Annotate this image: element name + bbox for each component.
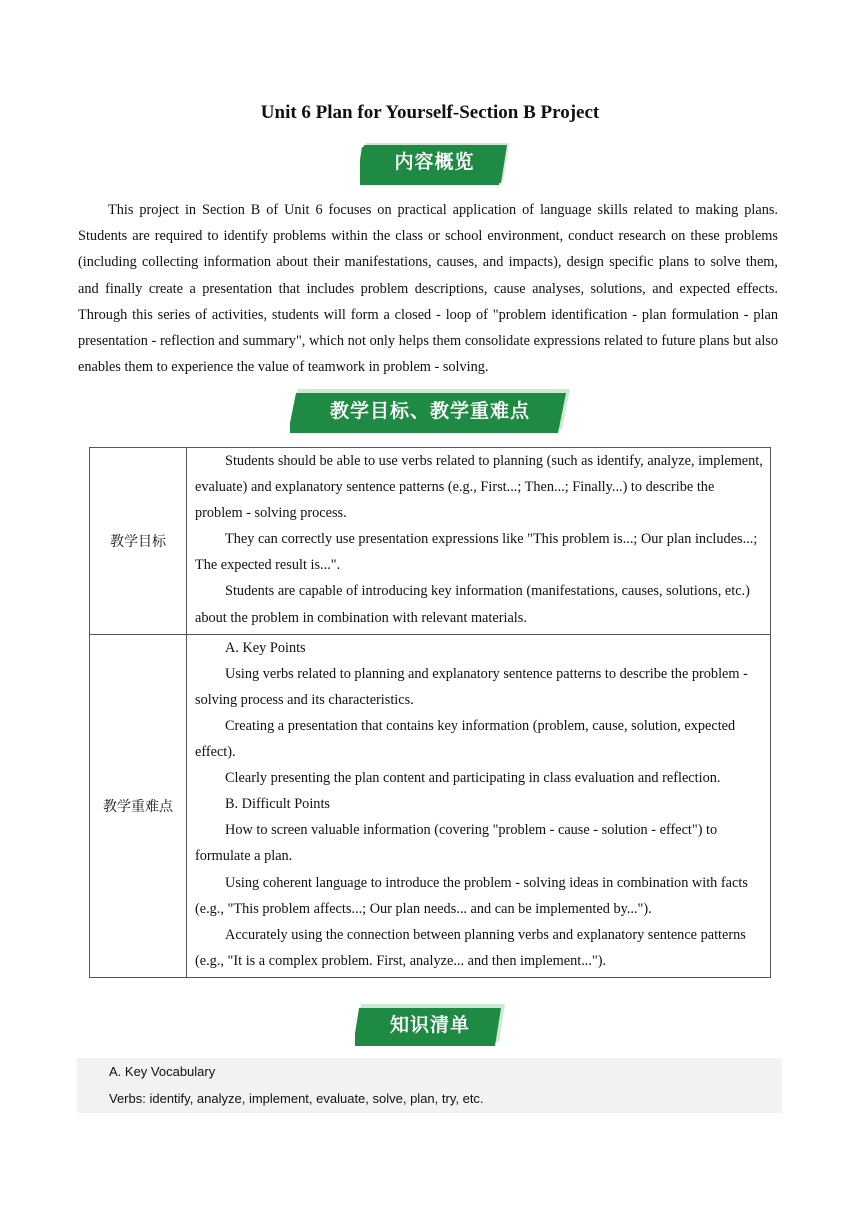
key-point-item: Using verbs related to planning and explanatory sentence patterns to describe the problem - solving process and its characteristics. [195, 665, 748, 708]
row-header-key-difficult-points: 教学重难点 [90, 634, 187, 977]
document-title: Unit 6 Plan for Yourself-Section B Project [260, 102, 600, 123]
vocabulary-heading: A. Key Vocabulary [109, 1064, 216, 1079]
difficult-point-item: How to screen valuable information (covering "problem - cause - solution - effect") to formulate a plan. [195, 822, 718, 865]
difficult-points-heading: B. Difficult Points [225, 796, 330, 813]
table-row [90, 448, 771, 635]
key-point-item: Creating a presentation that contains key information (problem, cause, solution, expected effect). [195, 717, 736, 761]
overview-paragraph-block [78, 197, 778, 380]
section-banner-overview [360, 143, 509, 185]
objective-item: Students should be able to use verbs related to planning (such as identify, analyze, implement, evaluate) and explanatory sentence patterns (e.g., First...; Then...; Finally...) to describe the problem - solving process. [195, 453, 763, 522]
objectives-table [89, 447, 771, 978]
objective-item: They can correctly use presentation expressions like "This problem is...; Our plan includes...; The expected result is...". [195, 531, 758, 574]
row-header-objectives: 教学目标 [90, 448, 187, 635]
section-banner-objectives [290, 389, 570, 431]
overview-paragraph: This project in Section B of Unit 6 focuses on practical application of language skills related to making plans. Students are required to identify problems within the class or school environment, conduct research on these problems (including collecting information about their manifestations, causes, and impacts), design specific plans to solve them, and finally create a presentation that includes problem descriptions, cause analyses, solutions, and expected effects. Through this series of activities, students will form a closed - loop of "problem identification - plan formulation - plan presentation - reflection and summary", which not only helps them consolidate expressions related to future plans but also enables them to experience the value of teamwork in problem - solving. [78, 202, 778, 376]
key-point-item: Clearly presenting the plan content and participating in class evaluation and reflection. [225, 770, 721, 787]
section-banner-knowledge [355, 1004, 505, 1046]
key-points-heading: A. Key Points [225, 639, 306, 656]
objective-item: Students are capable of introducing key information (manifestations, causes, solutions, etc.) about the problem in combination with relevant materials. [195, 583, 750, 626]
row-content-objectives [187, 448, 771, 635]
table-row [90, 634, 771, 977]
section-heading-overview: 内容概览 [394, 151, 475, 173]
row-content-key-difficult-points [187, 634, 771, 977]
section-heading-objectives: 教学目标、教学重难点 [329, 400, 530, 422]
difficult-point-item: Accurately using the connection between planning verbs and explanatory sentence patterns (e.g., "It is a complex problem. First, analyze... and then implement..."). [195, 926, 746, 969]
vocabulary-verbs-line: Verbs: identify, analyze, implement, evaluate, solve, plan, try, etc. [109, 1091, 484, 1106]
difficult-point-item: Using coherent language to introduce the problem - solving ideas in combination with facts (e.g., "This problem affects...; Our plan needs... and can be implemented by..."). [195, 874, 748, 917]
section-heading-knowledge: 知识清单 [389, 1014, 470, 1036]
vocabulary-box [77, 1058, 782, 1113]
